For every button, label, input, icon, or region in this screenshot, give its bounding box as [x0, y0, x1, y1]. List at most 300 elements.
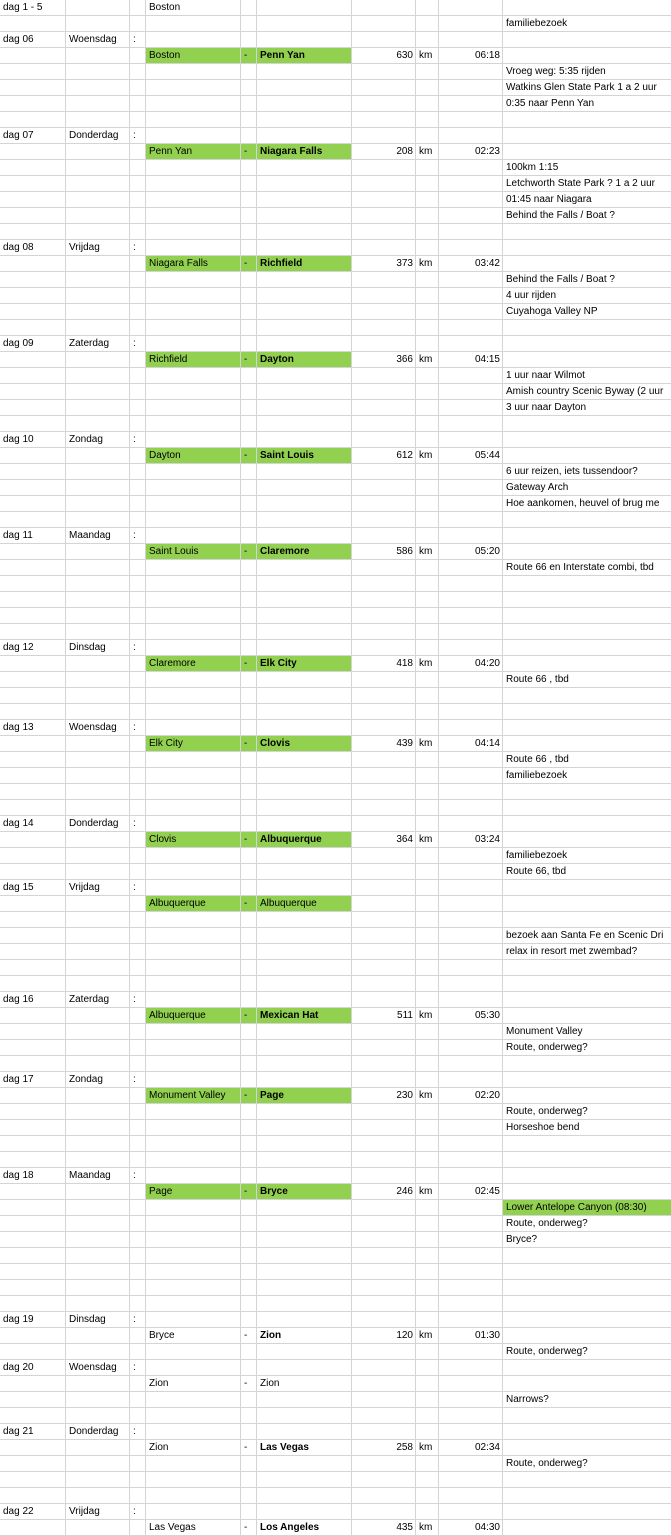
duration-cell[interactable]	[439, 1344, 503, 1360]
colon-cell[interactable]	[130, 928, 146, 944]
to-city-cell[interactable]	[257, 656, 352, 672]
unit-cell[interactable]	[416, 1152, 439, 1168]
notes-cell[interactable]	[503, 896, 671, 912]
notes-cell[interactable]: Bryce?	[503, 1232, 671, 1248]
from-city-cell[interactable]	[146, 944, 241, 960]
to-city-cell[interactable]	[257, 1280, 352, 1296]
to-city-cell[interactable]	[257, 288, 352, 304]
to-city-cell[interactable]	[257, 32, 352, 48]
duration-cell[interactable]	[439, 640, 503, 656]
dash-cell[interactable]	[241, 1504, 257, 1520]
duration-cell[interactable]	[439, 512, 503, 528]
duration-cell[interactable]	[439, 752, 503, 768]
duration-cell[interactable]	[439, 976, 503, 992]
day-cell[interactable]	[0, 464, 66, 480]
to-city-cell[interactable]	[257, 80, 352, 96]
to-city-cell[interactable]	[257, 16, 352, 32]
distance-cell[interactable]	[352, 576, 416, 592]
notes-cell[interactable]: Route, onderweg?	[503, 1456, 671, 1472]
notes-cell[interactable]	[503, 976, 671, 992]
weekday-cell[interactable]	[66, 1280, 130, 1296]
colon-cell[interactable]	[130, 1216, 146, 1232]
weekday-cell[interactable]	[66, 1200, 130, 1216]
weekday-cell[interactable]	[66, 1328, 130, 1344]
to-city-cell[interactable]: Zion	[257, 1376, 352, 1392]
colon-cell[interactable]	[130, 1200, 146, 1216]
from-city-cell[interactable]: Niagara Falls	[146, 256, 241, 272]
weekday-cell[interactable]	[66, 1216, 130, 1232]
distance-cell[interactable]	[352, 1216, 416, 1232]
distance-cell[interactable]: 511	[352, 1008, 416, 1024]
weekday-cell[interactable]	[66, 1024, 130, 1040]
from-city-cell[interactable]	[146, 80, 241, 96]
duration-cell[interactable]: 03:42	[439, 256, 503, 272]
unit-cell[interactable]	[416, 560, 439, 576]
duration-cell[interactable]	[439, 272, 503, 288]
duration-cell[interactable]: 04:14	[439, 736, 503, 752]
distance-cell[interactable]	[352, 784, 416, 800]
distance-cell[interactable]	[352, 400, 416, 416]
dash-cell[interactable]	[241, 624, 257, 640]
dash-cell[interactable]	[241, 672, 257, 688]
dash-cell[interactable]	[241, 1312, 257, 1328]
to-city-cell[interactable]	[257, 192, 352, 208]
distance-cell[interactable]	[352, 208, 416, 224]
distance-cell[interactable]	[352, 1248, 416, 1264]
unit-cell[interactable]	[416, 1408, 439, 1424]
from-city-cell[interactable]	[146, 128, 241, 144]
from-city-cell[interactable]	[146, 1424, 241, 1440]
dash-cell[interactable]: -	[241, 656, 257, 672]
weekday-cell[interactable]: Woensdag	[66, 1360, 130, 1376]
duration-cell[interactable]: 04:20	[439, 656, 503, 672]
unit-cell[interactable]	[416, 1360, 439, 1376]
colon-cell[interactable]	[130, 1264, 146, 1280]
day-cell[interactable]	[0, 672, 66, 688]
colon-cell[interactable]	[130, 912, 146, 928]
day-cell[interactable]	[0, 1008, 66, 1024]
duration-cell[interactable]	[439, 1056, 503, 1072]
from-city-cell[interactable]	[146, 480, 241, 496]
from-city-cell[interactable]	[146, 224, 241, 240]
distance-cell[interactable]	[352, 1504, 416, 1520]
dash-cell[interactable]: -	[241, 736, 257, 752]
duration-cell[interactable]	[439, 960, 503, 976]
dash-cell[interactable]	[241, 528, 257, 544]
day-cell[interactable]: dag 19	[0, 1312, 66, 1328]
to-city-cell[interactable]	[257, 1264, 352, 1280]
colon-cell[interactable]	[130, 96, 146, 112]
weekday-cell[interactable]	[66, 624, 130, 640]
notes-cell[interactable]	[503, 1504, 671, 1520]
from-city-cell[interactable]: Albuquerque	[146, 896, 241, 912]
from-city-cell[interactable]: Albuquerque	[146, 1008, 241, 1024]
from-city-cell[interactable]	[146, 608, 241, 624]
colon-cell[interactable]	[130, 496, 146, 512]
day-cell[interactable]	[0, 656, 66, 672]
duration-cell[interactable]	[439, 176, 503, 192]
distance-cell[interactable]	[352, 480, 416, 496]
unit-cell[interactable]	[416, 336, 439, 352]
distance-cell[interactable]	[352, 128, 416, 144]
weekday-cell[interactable]: Zondag	[66, 432, 130, 448]
colon-cell[interactable]	[130, 1104, 146, 1120]
day-cell[interactable]	[0, 1376, 66, 1392]
from-city-cell[interactable]	[146, 592, 241, 608]
from-city-cell[interactable]	[146, 1312, 241, 1328]
weekday-cell[interactable]	[66, 1488, 130, 1504]
notes-cell[interactable]	[503, 1328, 671, 1344]
dash-cell[interactable]	[241, 1456, 257, 1472]
to-city-cell[interactable]	[257, 592, 352, 608]
day-cell[interactable]	[0, 160, 66, 176]
weekday-cell[interactable]	[66, 1520, 130, 1536]
to-city-cell[interactable]	[257, 832, 352, 848]
dash-cell[interactable]: -	[241, 832, 257, 848]
from-city-cell[interactable]	[146, 1472, 241, 1488]
dash-cell[interactable]	[241, 176, 257, 192]
unit-cell[interactable]	[416, 848, 439, 864]
distance-cell[interactable]	[352, 176, 416, 192]
duration-cell[interactable]	[439, 1248, 503, 1264]
day-cell[interactable]	[0, 576, 66, 592]
notes-cell[interactable]: Route 66 en Interstate combi, tbd	[503, 560, 671, 576]
dash-cell[interactable]	[241, 944, 257, 960]
day-cell[interactable]	[0, 1232, 66, 1248]
unit-cell[interactable]: km	[416, 48, 439, 64]
from-city-cell[interactable]: Elk City	[146, 736, 241, 752]
colon-cell[interactable]	[130, 544, 146, 560]
duration-cell[interactable]	[439, 992, 503, 1008]
duration-cell[interactable]	[439, 1120, 503, 1136]
duration-cell[interactable]	[439, 864, 503, 880]
distance-cell[interactable]	[352, 1392, 416, 1408]
notes-cell[interactable]	[503, 416, 671, 432]
duration-cell[interactable]	[439, 944, 503, 960]
to-city-cell[interactable]	[257, 1248, 352, 1264]
dash-cell[interactable]	[241, 1120, 257, 1136]
weekday-cell[interactable]: Dinsdag	[66, 640, 130, 656]
to-city-cell[interactable]	[257, 1360, 352, 1376]
duration-cell[interactable]: 02:23	[439, 144, 503, 160]
unit-cell[interactable]	[416, 800, 439, 816]
distance-cell[interactable]	[352, 272, 416, 288]
weekday-cell[interactable]	[66, 96, 130, 112]
unit-cell[interactable]	[416, 1232, 439, 1248]
colon-cell[interactable]	[130, 1040, 146, 1056]
distance-cell[interactable]	[352, 304, 416, 320]
dash-cell[interactable]	[241, 1024, 257, 1040]
weekday-cell[interactable]	[66, 288, 130, 304]
duration-cell[interactable]	[439, 1200, 503, 1216]
notes-cell[interactable]: Narrows?	[503, 1392, 671, 1408]
day-cell[interactable]	[0, 1088, 66, 1104]
duration-cell[interactable]	[439, 560, 503, 576]
duration-cell[interactable]	[439, 496, 503, 512]
colon-cell[interactable]	[130, 64, 146, 80]
weekday-cell[interactable]	[66, 800, 130, 816]
unit-cell[interactable]	[416, 640, 439, 656]
unit-cell[interactable]	[416, 1280, 439, 1296]
unit-cell[interactable]	[416, 320, 439, 336]
from-city-cell[interactable]	[146, 1104, 241, 1120]
colon-cell[interactable]	[130, 592, 146, 608]
unit-cell[interactable]	[416, 720, 439, 736]
distance-cell[interactable]	[352, 368, 416, 384]
to-city-cell[interactable]	[257, 1008, 352, 1024]
from-city-cell[interactable]	[146, 1152, 241, 1168]
duration-cell[interactable]	[439, 464, 503, 480]
duration-cell[interactable]	[439, 32, 503, 48]
colon-cell[interactable]	[130, 400, 146, 416]
distance-cell[interactable]	[352, 928, 416, 944]
colon-cell[interactable]: :	[130, 1424, 146, 1440]
notes-cell[interactable]: relax in resort met zwembad?	[503, 944, 671, 960]
from-city-cell[interactable]	[146, 400, 241, 416]
from-city-cell[interactable]	[146, 528, 241, 544]
notes-cell[interactable]	[503, 1008, 671, 1024]
weekday-cell[interactable]	[66, 1184, 130, 1200]
day-cell[interactable]	[0, 752, 66, 768]
colon-cell[interactable]	[130, 1280, 146, 1296]
colon-cell[interactable]	[130, 976, 146, 992]
notes-cell[interactable]	[503, 544, 671, 560]
to-city-cell[interactable]	[257, 96, 352, 112]
dash-cell[interactable]	[241, 640, 257, 656]
dash-cell[interactable]: -	[241, 1328, 257, 1344]
colon-cell[interactable]	[130, 512, 146, 528]
to-city-cell[interactable]	[257, 992, 352, 1008]
colon-cell[interactable]: :	[130, 640, 146, 656]
dash-cell[interactable]	[241, 1072, 257, 1088]
distance-cell[interactable]	[352, 1040, 416, 1056]
from-city-cell[interactable]	[146, 320, 241, 336]
colon-cell[interactable]	[130, 1232, 146, 1248]
unit-cell[interactable]	[416, 784, 439, 800]
colon-cell[interactable]	[130, 160, 146, 176]
to-city-cell[interactable]	[257, 1216, 352, 1232]
unit-cell[interactable]	[416, 752, 439, 768]
distance-cell[interactable]	[352, 1152, 416, 1168]
from-city-cell[interactable]	[146, 1056, 241, 1072]
distance-cell[interactable]	[352, 192, 416, 208]
unit-cell[interactable]	[416, 368, 439, 384]
weekday-cell[interactable]	[66, 1104, 130, 1120]
notes-cell[interactable]	[503, 832, 671, 848]
dash-cell[interactable]	[241, 592, 257, 608]
notes-cell[interactable]: Amish country Scenic Byway (2 uur	[503, 384, 671, 400]
notes-cell[interactable]: familiebezoek	[503, 768, 671, 784]
day-cell[interactable]	[0, 416, 66, 432]
dash-cell[interactable]	[241, 768, 257, 784]
weekday-cell[interactable]	[66, 592, 130, 608]
colon-cell[interactable]	[130, 256, 146, 272]
from-city-cell[interactable]	[146, 1344, 241, 1360]
distance-cell[interactable]	[352, 1200, 416, 1216]
notes-cell[interactable]	[503, 320, 671, 336]
weekday-cell[interactable]	[66, 1456, 130, 1472]
dash-cell[interactable]: -	[241, 1184, 257, 1200]
colon-cell[interactable]	[130, 800, 146, 816]
weekday-cell[interactable]	[66, 1296, 130, 1312]
distance-cell[interactable]	[352, 112, 416, 128]
from-city-cell[interactable]	[146, 240, 241, 256]
colon-cell[interactable]	[130, 320, 146, 336]
duration-cell[interactable]	[439, 624, 503, 640]
day-cell[interactable]: dag 17	[0, 1072, 66, 1088]
distance-cell[interactable]	[352, 528, 416, 544]
dash-cell[interactable]	[241, 160, 257, 176]
day-cell[interactable]: dag 10	[0, 432, 66, 448]
notes-cell[interactable]: 100km 1:15	[503, 160, 671, 176]
dash-cell[interactable]	[241, 80, 257, 96]
to-city-cell[interactable]	[257, 624, 352, 640]
distance-cell[interactable]: 258	[352, 1440, 416, 1456]
from-city-cell[interactable]	[146, 1392, 241, 1408]
day-cell[interactable]	[0, 976, 66, 992]
distance-cell[interactable]	[352, 1280, 416, 1296]
duration-cell[interactable]	[439, 304, 503, 320]
to-city-cell[interactable]	[257, 944, 352, 960]
distance-cell[interactable]: 364	[352, 832, 416, 848]
distance-cell[interactable]	[352, 1296, 416, 1312]
to-city-cell[interactable]	[257, 416, 352, 432]
dash-cell[interactable]	[241, 416, 257, 432]
weekday-cell[interactable]	[66, 144, 130, 160]
to-city-cell[interactable]	[257, 320, 352, 336]
dash-cell[interactable]	[241, 1152, 257, 1168]
to-city-cell[interactable]	[257, 1472, 352, 1488]
distance-cell[interactable]: 208	[352, 144, 416, 160]
dash-cell[interactable]	[241, 480, 257, 496]
distance-cell[interactable]	[352, 464, 416, 480]
duration-cell[interactable]	[439, 1312, 503, 1328]
weekday-cell[interactable]	[66, 704, 130, 720]
from-city-cell[interactable]	[146, 1168, 241, 1184]
unit-cell[interactable]	[416, 768, 439, 784]
from-city-cell[interactable]	[146, 1024, 241, 1040]
duration-cell[interactable]	[439, 1104, 503, 1120]
unit-cell[interactable]	[416, 1392, 439, 1408]
to-city-cell[interactable]	[257, 1200, 352, 1216]
weekday-cell[interactable]	[66, 608, 130, 624]
unit-cell[interactable]	[416, 576, 439, 592]
to-city-cell[interactable]	[257, 144, 352, 160]
dash-cell[interactable]	[241, 400, 257, 416]
colon-cell[interactable]	[130, 1152, 146, 1168]
day-cell[interactable]	[0, 1264, 66, 1280]
distance-cell[interactable]	[352, 912, 416, 928]
duration-cell[interactable]	[439, 880, 503, 896]
dash-cell[interactable]: -	[241, 1440, 257, 1456]
distance-cell[interactable]	[352, 416, 416, 432]
dash-cell[interactable]	[241, 1472, 257, 1488]
to-city-cell[interactable]	[257, 1024, 352, 1040]
notes-cell[interactable]	[503, 1072, 671, 1088]
notes-cell[interactable]	[503, 1296, 671, 1312]
unit-cell[interactable]	[416, 384, 439, 400]
to-city-cell[interactable]	[257, 1424, 352, 1440]
day-cell[interactable]	[0, 784, 66, 800]
distance-cell[interactable]	[352, 608, 416, 624]
duration-cell[interactable]	[439, 432, 503, 448]
colon-cell[interactable]	[130, 1408, 146, 1424]
distance-cell[interactable]: 230	[352, 1088, 416, 1104]
day-cell[interactable]	[0, 1280, 66, 1296]
unit-cell[interactable]: km	[416, 144, 439, 160]
dash-cell[interactable]: -	[241, 544, 257, 560]
colon-cell[interactable]	[130, 480, 146, 496]
to-city-cell[interactable]	[257, 1520, 352, 1536]
to-city-cell[interactable]	[257, 528, 352, 544]
dash-cell[interactable]	[241, 976, 257, 992]
notes-cell[interactable]	[503, 144, 671, 160]
distance-cell[interactable]	[352, 1344, 416, 1360]
day-cell[interactable]	[0, 544, 66, 560]
day-cell[interactable]	[0, 704, 66, 720]
to-city-cell[interactable]	[257, 208, 352, 224]
from-city-cell[interactable]	[146, 1216, 241, 1232]
colon-cell[interactable]	[130, 688, 146, 704]
to-city-cell[interactable]	[257, 784, 352, 800]
weekday-cell[interactable]	[66, 416, 130, 432]
to-city-cell[interactable]	[257, 1232, 352, 1248]
day-cell[interactable]	[0, 496, 66, 512]
unit-cell[interactable]	[416, 944, 439, 960]
to-city-cell[interactable]	[257, 160, 352, 176]
from-city-cell[interactable]	[146, 1248, 241, 1264]
dash-cell[interactable]	[241, 192, 257, 208]
weekday-cell[interactable]	[66, 0, 130, 16]
duration-cell[interactable]: 06:18	[439, 48, 503, 64]
weekday-cell[interactable]: Vrijdag	[66, 240, 130, 256]
dash-cell[interactable]	[241, 848, 257, 864]
to-city-cell[interactable]	[257, 496, 352, 512]
weekday-cell[interactable]	[66, 848, 130, 864]
weekday-cell[interactable]	[66, 1120, 130, 1136]
unit-cell[interactable]	[416, 272, 439, 288]
notes-cell[interactable]	[503, 720, 671, 736]
duration-cell[interactable]: 05:30	[439, 1008, 503, 1024]
duration-cell[interactable]	[439, 288, 503, 304]
from-city-cell[interactable]	[146, 1072, 241, 1088]
to-city-cell[interactable]	[257, 1312, 352, 1328]
from-city-cell[interactable]	[146, 512, 241, 528]
colon-cell[interactable]	[130, 864, 146, 880]
distance-cell[interactable]	[352, 592, 416, 608]
from-city-cell[interactable]	[146, 880, 241, 896]
dash-cell[interactable]	[241, 1232, 257, 1248]
day-cell[interactable]: dag 15	[0, 880, 66, 896]
weekday-cell[interactable]	[66, 896, 130, 912]
duration-cell[interactable]	[439, 400, 503, 416]
weekday-cell[interactable]	[66, 560, 130, 576]
day-cell[interactable]: dag 09	[0, 336, 66, 352]
day-cell[interactable]	[0, 944, 66, 960]
weekday-cell[interactable]	[66, 688, 130, 704]
unit-cell[interactable]	[416, 592, 439, 608]
notes-cell[interactable]	[503, 1408, 671, 1424]
to-city-cell[interactable]	[257, 48, 352, 64]
notes-cell[interactable]: Route 66 , tbd	[503, 672, 671, 688]
to-city-cell[interactable]	[257, 336, 352, 352]
day-cell[interactable]	[0, 1456, 66, 1472]
colon-cell[interactable]	[130, 176, 146, 192]
to-city-cell[interactable]	[257, 1104, 352, 1120]
notes-cell[interactable]	[503, 784, 671, 800]
weekday-cell[interactable]	[66, 672, 130, 688]
notes-cell[interactable]	[503, 704, 671, 720]
